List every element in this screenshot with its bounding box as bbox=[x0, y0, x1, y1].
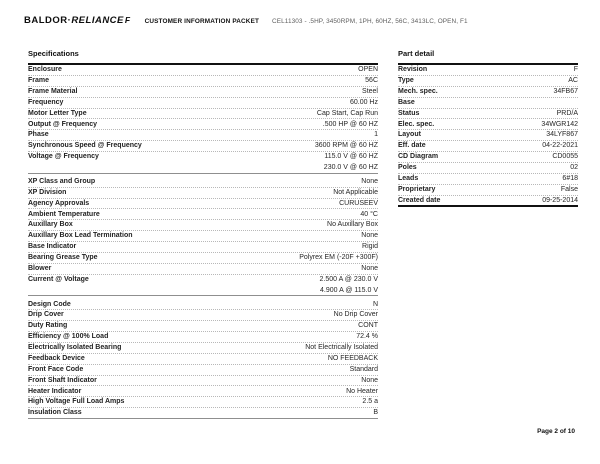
row-label: Auxillary Box bbox=[28, 221, 73, 229]
row-label: XP Class and Group bbox=[28, 177, 96, 185]
row-value: No Auxillary Box bbox=[327, 221, 378, 229]
row-label: Frame bbox=[28, 77, 50, 85]
logo-separator-dot: · bbox=[67, 15, 72, 26]
row-label: Proprietary bbox=[398, 185, 436, 193]
row-label: Frame Material bbox=[28, 87, 78, 95]
row-value: Rigid bbox=[362, 243, 378, 251]
row-value: OPEN bbox=[358, 66, 378, 74]
row-label: Voltage @ Frequency bbox=[28, 153, 99, 161]
row-label: Phase bbox=[28, 131, 49, 139]
row-label: Revision bbox=[398, 66, 428, 74]
product-description: CEL11303 - .5HP, 3450RPM, 1PH, 60HZ, 56C, 3413LC, OPEN, F1 bbox=[272, 18, 468, 25]
table-row bbox=[398, 130, 578, 141]
row-value: .500 HP @ 60 HZ bbox=[322, 120, 378, 128]
table-row bbox=[398, 87, 578, 98]
table-row bbox=[28, 76, 378, 87]
row-label: Eff. date bbox=[398, 142, 426, 150]
row-label: CD Diagram bbox=[398, 153, 439, 161]
table-row bbox=[28, 332, 378, 343]
row-value: 04-22-2021 bbox=[542, 142, 578, 150]
table-row bbox=[398, 152, 578, 163]
row-value: 34LYF867 bbox=[546, 131, 578, 139]
row-label: Motor Letter Type bbox=[28, 109, 87, 117]
row-value: 2.500 A @ 230.0 V 4.900 A @ 115.0 V bbox=[319, 275, 378, 294]
row-value: CD0055 bbox=[552, 153, 578, 161]
table-row bbox=[28, 321, 378, 332]
table-row bbox=[28, 354, 378, 365]
table-row bbox=[28, 65, 378, 76]
logo-baldor-text: BALDOR bbox=[24, 15, 68, 26]
row-label: Status bbox=[398, 109, 420, 117]
row-value: Not Electrically Isolated bbox=[305, 344, 378, 352]
part-detail-table bbox=[398, 63, 578, 207]
table-row bbox=[28, 231, 378, 242]
table-row bbox=[28, 397, 378, 408]
row-value: F bbox=[573, 66, 578, 74]
table-row bbox=[28, 275, 378, 297]
row-value: None bbox=[361, 177, 378, 185]
row-label: Created date bbox=[398, 196, 441, 204]
table-row bbox=[28, 141, 378, 152]
row-value: None bbox=[361, 264, 378, 272]
table-row bbox=[398, 141, 578, 152]
row-label: Leads bbox=[398, 174, 419, 182]
row-value: False bbox=[560, 185, 578, 193]
row-label: Layout bbox=[398, 131, 421, 139]
row-label: Type bbox=[398, 77, 414, 85]
table-row bbox=[398, 163, 578, 174]
table-row bbox=[28, 109, 378, 120]
table-row bbox=[28, 119, 378, 130]
row-value: Polyrex EM (-20F +300F) bbox=[299, 254, 378, 262]
logo-mark: F bbox=[124, 15, 131, 25]
table-row bbox=[28, 264, 378, 275]
table-row bbox=[398, 98, 578, 109]
row-value: No Drip Cover bbox=[333, 311, 378, 319]
table-row bbox=[28, 209, 378, 220]
row-label: Mech. spec. bbox=[398, 87, 438, 95]
row-value: 40 °C bbox=[360, 210, 378, 218]
table-row bbox=[398, 174, 578, 185]
row-label: Base bbox=[398, 98, 415, 106]
row-label: Drip Cover bbox=[28, 311, 64, 319]
table-row bbox=[28, 386, 378, 397]
table-row bbox=[28, 98, 378, 109]
row-label: Current @ Voltage bbox=[28, 275, 89, 283]
table-row bbox=[28, 343, 378, 354]
row-value: 2.5 a bbox=[362, 398, 378, 406]
specifications-title: Specifications bbox=[28, 49, 79, 58]
row-value: 72.4 % bbox=[356, 333, 378, 341]
row-label: Front Shaft Indicator bbox=[28, 376, 97, 384]
row-label: Design Code bbox=[28, 300, 71, 308]
document-title: CUSTOMER INFORMATION PACKET bbox=[144, 18, 260, 25]
document-header bbox=[24, 15, 580, 26]
row-label: High Voltage Full Load Amps bbox=[28, 398, 125, 406]
row-value: 6#18 bbox=[562, 174, 578, 182]
row-label: Feedback Device bbox=[28, 354, 85, 362]
row-label: Poles bbox=[398, 164, 417, 172]
row-label: Ambient Temperature bbox=[28, 210, 100, 218]
content-area bbox=[28, 49, 578, 419]
table-row bbox=[28, 177, 378, 188]
specifications-section bbox=[28, 49, 378, 419]
row-value: PRD/A bbox=[556, 109, 578, 117]
row-label: Output @ Frequency bbox=[28, 120, 98, 128]
row-value: None bbox=[361, 376, 378, 384]
part-detail-title: Part detail bbox=[398, 49, 435, 58]
row-label: Elec. spec. bbox=[398, 120, 435, 128]
row-label: Frequency bbox=[28, 98, 64, 106]
row-value: 3600 RPM @ 60 HZ bbox=[314, 142, 378, 150]
row-label: Synchronous Speed @ Frequency bbox=[28, 142, 142, 150]
row-value: AC bbox=[568, 77, 578, 85]
row-label: Duty Rating bbox=[28, 322, 68, 330]
row-label: Bearing Grease Type bbox=[28, 254, 98, 262]
page-footer bbox=[537, 428, 575, 435]
table-row bbox=[28, 199, 378, 210]
table-row bbox=[398, 65, 578, 76]
page-number: Page 2 of 10 bbox=[537, 428, 575, 435]
row-value: 115.0 V @ 60 HZ 230.0 V @ 60 HZ bbox=[323, 153, 378, 172]
table-row bbox=[28, 130, 378, 141]
row-value: No Heater bbox=[346, 387, 378, 395]
table-row bbox=[28, 299, 378, 310]
row-value: 60.00 Hz bbox=[349, 98, 378, 106]
table-row bbox=[398, 185, 578, 196]
table-row bbox=[28, 310, 378, 321]
row-value: N bbox=[372, 300, 378, 308]
row-label: Efficiency @ 100% Load bbox=[28, 333, 109, 341]
specifications-table bbox=[28, 63, 378, 419]
row-label: Base Indicator bbox=[28, 243, 77, 251]
table-row bbox=[28, 253, 378, 264]
table-row bbox=[28, 152, 378, 174]
row-value: 34FB67 bbox=[553, 87, 578, 95]
table-row bbox=[28, 365, 378, 376]
row-label: Agency Approvals bbox=[28, 199, 90, 207]
table-row bbox=[28, 242, 378, 253]
row-value: Cap Start, Cap Run bbox=[316, 109, 378, 117]
row-value: CONT bbox=[358, 322, 378, 330]
row-value: 34WGR142 bbox=[541, 120, 578, 128]
row-label: Enclosure bbox=[28, 66, 62, 74]
table-row bbox=[28, 188, 378, 199]
row-value: 09-25-2014 bbox=[542, 196, 578, 204]
row-value: CURUSEEV bbox=[339, 199, 378, 207]
row-value: 02 bbox=[570, 164, 578, 172]
brand-logo bbox=[24, 15, 131, 26]
table-row bbox=[28, 376, 378, 387]
table-row bbox=[28, 87, 378, 98]
row-label: Insulation Class bbox=[28, 409, 82, 417]
row-label: Heater Indicator bbox=[28, 387, 82, 395]
table-row bbox=[398, 76, 578, 87]
row-value: 1 bbox=[374, 131, 378, 139]
table-row bbox=[398, 109, 578, 120]
table-row bbox=[398, 196, 578, 208]
row-label: Blower bbox=[28, 264, 52, 272]
row-label: Auxillary Box Lead Termination bbox=[28, 232, 133, 240]
row-value: None bbox=[361, 232, 378, 240]
row-label: Front Face Code bbox=[28, 365, 84, 373]
table-row bbox=[398, 119, 578, 130]
row-value: 56C bbox=[365, 77, 378, 85]
row-value: B bbox=[373, 409, 378, 417]
table-row bbox=[28, 408, 378, 419]
row-value: Steel bbox=[362, 87, 378, 95]
row-value: Standard bbox=[349, 365, 378, 373]
row-label: XP Division bbox=[28, 188, 67, 196]
part-detail-section bbox=[398, 49, 578, 419]
row-label: Electrically Isolated Bearing bbox=[28, 344, 122, 352]
row-value: NO FEEDBACK bbox=[327, 354, 378, 362]
logo-reliance-text: RELIANCE bbox=[71, 15, 124, 26]
row-value: Not Applicable bbox=[333, 188, 378, 196]
table-row bbox=[28, 220, 378, 231]
